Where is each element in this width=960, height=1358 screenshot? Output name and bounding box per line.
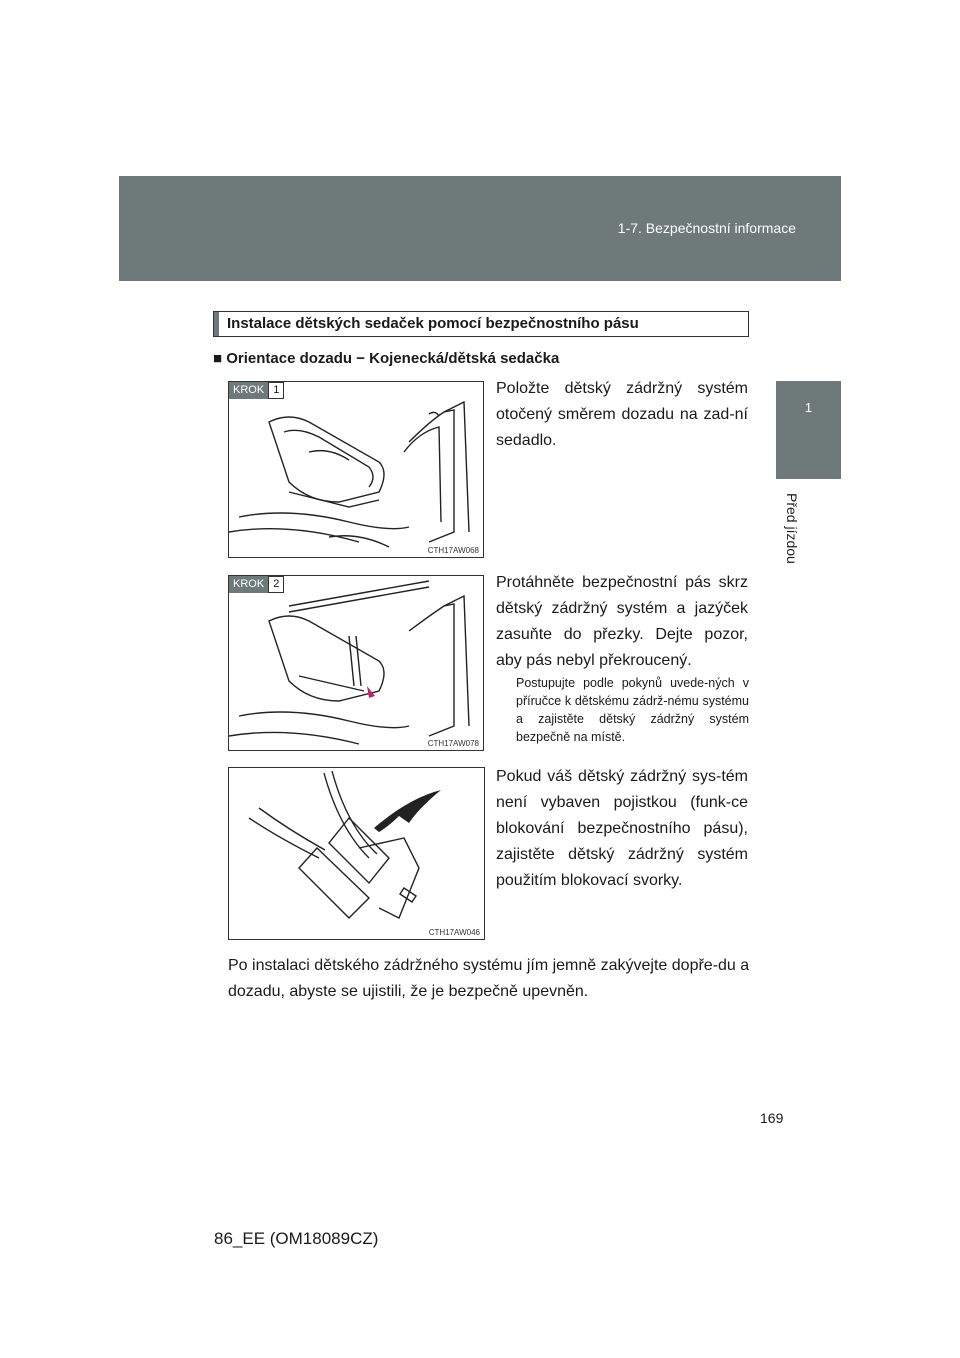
step-2-note: Postupujte podle pokynů uvede-ných v příručce k dětskému zádrž-nému systému a zajistěte dětský zádržný systém bezpečně na místě.	[516, 676, 749, 744]
figure-code: CTH17AW046	[428, 928, 480, 937]
figure-lock-clip	[228, 767, 485, 940]
heading-text: Instalace dětských sedaček pomocí bezpečnostního pásu	[227, 315, 639, 332]
step-number: 1	[268, 382, 284, 399]
step-label-word: KROK	[229, 382, 268, 399]
step-label	[229, 576, 284, 593]
step-label	[229, 382, 284, 399]
locking-clip-illustration	[229, 768, 484, 939]
figure-code: CTH17AW068	[427, 546, 479, 555]
lock-clip-text: Pokud váš dětský zádržný sys-tém není vybaven pojistkou (funk-ce blokování bezpečnostního pásu), zajistěte dětský zádržný systém použitím blokovací svorky.	[496, 768, 748, 889]
belt-routing-illustration	[229, 576, 483, 750]
side-tab-number: 1	[804, 400, 813, 415]
step-number: 2	[268, 576, 284, 593]
heading-accent-bar	[214, 312, 219, 336]
document-code: 86_EE (OM18089CZ)	[214, 1229, 379, 1248]
step-label-word: KROK	[229, 576, 268, 593]
final-instruction: Po instalaci dětského zádržného systému jím jemně zakývejte dopře-du a dozadu, abyste se ujistili, že je bezpečně upevněn.	[228, 957, 750, 1000]
arrow-icon	[374, 790, 441, 832]
section-title: 1-7. Bezpečnostní informace	[617, 220, 796, 236]
car-seat-illustration	[229, 382, 483, 557]
section-heading	[213, 311, 749, 337]
step-1-text: Položte dětský zádržný systém otočený směrem dozadu na zad-ní sedadlo.	[496, 380, 748, 449]
subheading: ■ Orientace dozadu − Kojenecká/dětská sedačka	[213, 350, 560, 367]
figure-step-2	[228, 575, 484, 751]
side-tab-label: Před jízdou	[784, 493, 800, 564]
side-tab	[776, 381, 841, 479]
figure-code: CTH17AW078	[427, 739, 479, 748]
page-number: 169	[760, 1110, 784, 1126]
step-2-text: Protáhněte bezpečnostní pás skrz dětský zádržný systém a jazýček zasuňte do přezky. Dejte pozor, aby pás nebyl překroucený.	[496, 574, 748, 669]
figure-step-1	[228, 381, 484, 558]
